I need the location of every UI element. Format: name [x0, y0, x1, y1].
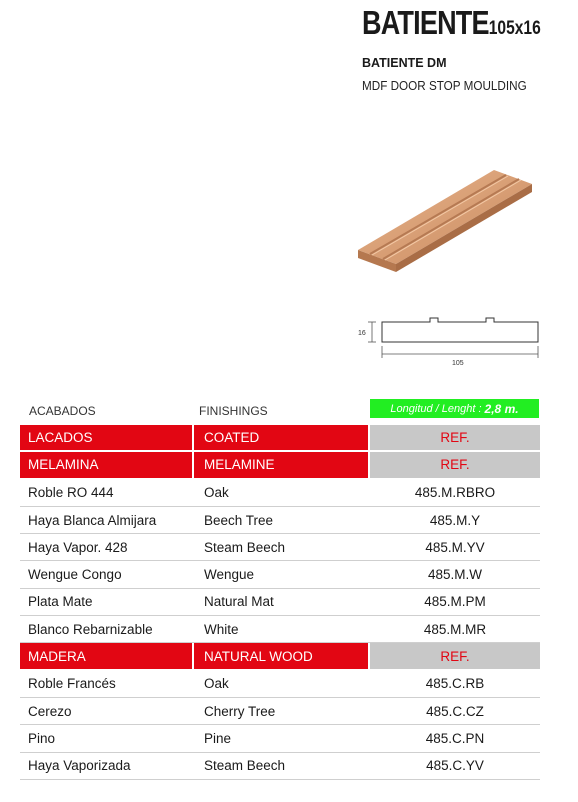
finish-name-es: Roble RO 444 — [28, 485, 114, 501]
finish-name-en: Steam Beech — [204, 758, 286, 774]
finish-name-en: NATURAL WOOD — [194, 643, 368, 670]
height-dimension-label: 16 — [358, 330, 366, 337]
length-badge — [370, 399, 539, 418]
product-description: MDF DOOR STOP MOULDING — [362, 78, 527, 93]
finish-name-en: Oak — [204, 485, 229, 501]
reference-code: 485.C.CZ — [426, 703, 484, 719]
product-subtitle: BATIENTE DM — [362, 56, 447, 70]
length-value: 2,8 m. — [484, 401, 519, 416]
finishes-table — [20, 425, 540, 780]
width-dimension-label: 105 — [452, 360, 464, 367]
finish-name-en: Beech Tree — [204, 512, 274, 528]
table-row — [20, 671, 540, 698]
finish-name-en: Steam Beech — [204, 539, 286, 555]
table-row — [20, 561, 540, 588]
reference-code: 485.M.MR — [423, 621, 487, 637]
finish-name-en: White — [204, 621, 239, 637]
finish-name-es: LACADOS — [20, 425, 192, 452]
finish-name-es: Cerezo — [28, 703, 72, 719]
length-label: Longitud / Lenght : — [390, 402, 482, 415]
reference-code: REF. — [370, 452, 540, 479]
finish-name-en: Wengue — [204, 567, 255, 583]
reference-code: 485.M.Y — [429, 512, 481, 528]
finish-name-en: MELAMINE — [194, 452, 368, 479]
finish-name-es: Haya Blanca Almijara — [28, 512, 157, 528]
reference-code: 485.C.PN — [425, 730, 485, 746]
profile-technical-drawing — [352, 316, 547, 372]
finish-name-es: MELAMINA — [20, 452, 192, 479]
finish-name-es: Wengue Congo — [28, 567, 122, 583]
finish-name-en: Pine — [204, 730, 232, 746]
finish-name-en: Cherry Tree — [204, 703, 276, 719]
finish-name-es: Plata Mate — [28, 594, 93, 610]
product-name: BATIENTE — [362, 4, 489, 41]
reference-code: 485.C.RB — [425, 676, 485, 692]
finish-name-es: Blanco Rebarnizable — [28, 621, 153, 637]
finish-name-es: MADERA — [20, 643, 192, 670]
reference-code: 485.M.RBRO — [414, 485, 496, 501]
category-row — [20, 643, 540, 670]
table-row — [20, 753, 540, 780]
category-row — [20, 425, 540, 452]
reference-code: 485.M.W — [427, 567, 482, 583]
finish-name-en: Oak — [204, 676, 229, 692]
table-row — [20, 507, 540, 534]
reference-code: REF. — [370, 643, 540, 670]
category-row — [20, 452, 540, 479]
reference-code: REF. — [370, 425, 540, 452]
table-row — [20, 589, 540, 616]
finish-name-es: Pino — [28, 730, 56, 746]
product-dimensions: 105x16 — [488, 18, 541, 39]
reference-code: 485.M.PM — [424, 594, 486, 610]
table-row — [20, 534, 540, 561]
finish-name-en: COATED — [194, 425, 368, 452]
column-header-acabados: ACABADOS — [29, 404, 96, 418]
table-row — [20, 616, 540, 643]
finish-name-es: Haya Vapor. 428 — [28, 539, 128, 555]
product-title — [362, 6, 541, 39]
table-row — [20, 480, 540, 507]
table-row — [20, 725, 540, 752]
finish-name-es: Haya Vaporizada — [28, 758, 131, 774]
column-header-finishings: FINISHINGS — [199, 404, 268, 418]
moulding-product-image — [352, 162, 536, 282]
finish-name-es: Roble Francés — [28, 676, 116, 692]
table-row — [20, 698, 540, 725]
reference-code: 485.C.YV — [426, 758, 484, 774]
reference-code: 485.M.YV — [425, 539, 485, 555]
finish-name-en: Natural Mat — [204, 594, 274, 610]
